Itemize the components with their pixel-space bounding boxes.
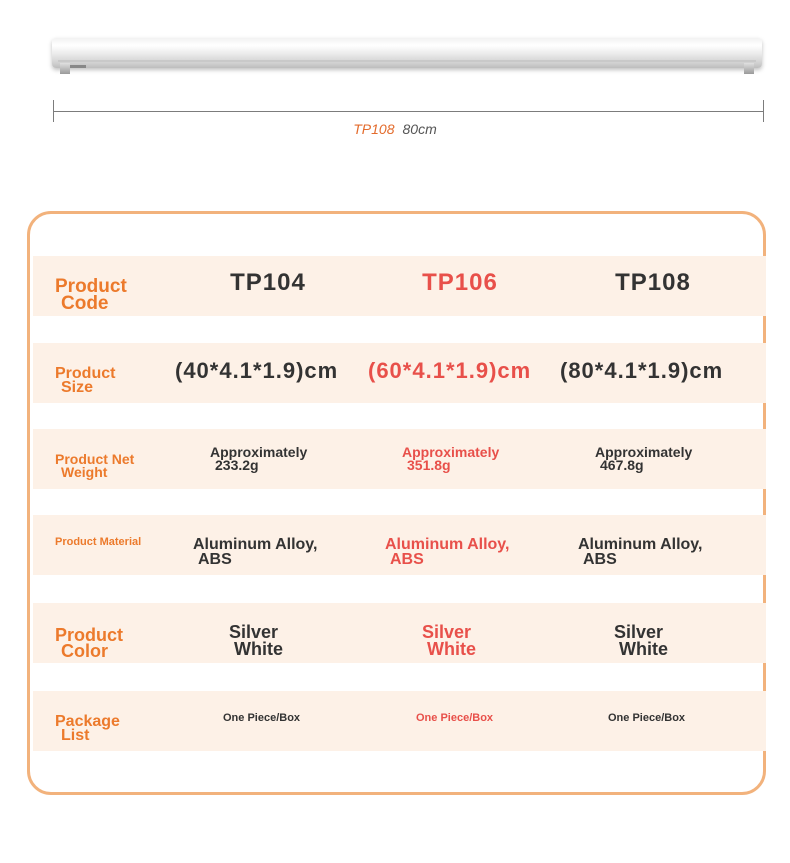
- table-row-net-weight: [33, 429, 766, 489]
- cell-text: Approximately: [402, 444, 500, 460]
- cell-tp108: [558, 269, 748, 296]
- cell-text: Approximately: [210, 444, 308, 460]
- cell-text: One Piece/Box: [223, 712, 301, 724]
- row-label-line: Size: [61, 379, 94, 397]
- cell-color-tp106: [422, 624, 476, 658]
- table-row-product-code: [33, 256, 766, 316]
- cell-text: TP104: [230, 269, 306, 296]
- row-label-line: Product Net: [55, 451, 135, 467]
- cell-weight-tp104: [210, 446, 307, 473]
- cell-text: Aluminum Alloy,: [193, 536, 318, 553]
- cell-package-tp104: [223, 713, 300, 723]
- cell-color-tp104: [229, 624, 283, 658]
- cell-material-tp108: [578, 537, 702, 567]
- row-label: [55, 367, 115, 396]
- cell-size-tp106: [368, 358, 532, 383]
- caption-model: TP108: [353, 121, 395, 137]
- cell-tp106: [365, 269, 555, 296]
- row-label-line: Package: [55, 713, 120, 730]
- cell-text: TP108: [615, 269, 691, 296]
- row-label-line: Product: [55, 276, 127, 297]
- cell-text: One Piece/Box: [608, 712, 686, 724]
- cell-size-tp108: [560, 358, 724, 383]
- cell-size-tp104: [175, 358, 339, 383]
- cell-text: Aluminum Alloy,: [578, 536, 703, 553]
- table-row-color: [33, 603, 766, 663]
- row-label: [55, 625, 124, 662]
- tube-edge-line: [58, 60, 756, 62]
- tube-end-cap-left: [60, 63, 70, 74]
- row-label-line: Code: [61, 293, 109, 315]
- table-row-package-list: [33, 691, 766, 751]
- cell-color-tp108: [614, 624, 668, 658]
- cell-text: White: [234, 639, 283, 660]
- cell-text: 467.8g: [600, 457, 644, 474]
- cell-text: (60*4.1*1.9)cm: [368, 358, 532, 383]
- cell-text: ABS: [390, 551, 424, 569]
- table-row-product-size: [33, 343, 766, 403]
- cell-weight-tp106: [402, 446, 499, 473]
- cell-text: Approximately: [595, 444, 693, 460]
- tube-light-image: [52, 38, 762, 76]
- cell-text: 233.2g: [215, 457, 259, 474]
- image-caption: [0, 121, 790, 137]
- cell-text: White: [427, 639, 476, 660]
- cell-text: White: [619, 639, 668, 660]
- row-label-line: Product Material: [55, 536, 142, 548]
- row-label: [55, 276, 127, 315]
- cell-text: One Piece/Box: [416, 712, 494, 724]
- tube-end-cap-right: [744, 63, 754, 74]
- cell-text: (80*4.1*1.9)cm: [560, 358, 724, 383]
- tube-body: [52, 38, 762, 68]
- measure-line: [54, 111, 763, 112]
- cell-text: (40*4.1*1.9)cm: [175, 358, 339, 383]
- cell-tp104: [173, 269, 363, 296]
- row-label: [55, 715, 120, 744]
- length-measure-bracket: [53, 100, 764, 122]
- cell-text: ABS: [583, 551, 617, 569]
- cell-package-tp106: [416, 713, 493, 723]
- row-label-line: Weight: [61, 463, 108, 480]
- cell-text: TP106: [422, 269, 498, 296]
- cell-text: ABS: [198, 551, 232, 569]
- row-label: [55, 538, 141, 548]
- table-row-material: [33, 515, 766, 575]
- row-label-line: Product: [55, 625, 124, 645]
- cell-material-tp106: [385, 537, 509, 567]
- caption-length: 80cm: [402, 121, 437, 137]
- row-label-line: Color: [61, 641, 108, 662]
- row-label: [55, 453, 134, 478]
- cell-text: 351.8g: [407, 457, 451, 474]
- cell-text: Silver: [422, 622, 472, 642]
- cell-material-tp104: [193, 537, 317, 567]
- spec-table-panel: [27, 211, 766, 795]
- cell-weight-tp108: [595, 446, 692, 473]
- cell-text: Aluminum Alloy,: [385, 536, 510, 553]
- cell-package-tp108: [608, 713, 685, 723]
- row-label-line: Product: [55, 365, 116, 382]
- cell-text: Silver: [614, 622, 664, 642]
- row-label-line: List: [61, 727, 90, 745]
- cell-text: Silver: [229, 622, 279, 642]
